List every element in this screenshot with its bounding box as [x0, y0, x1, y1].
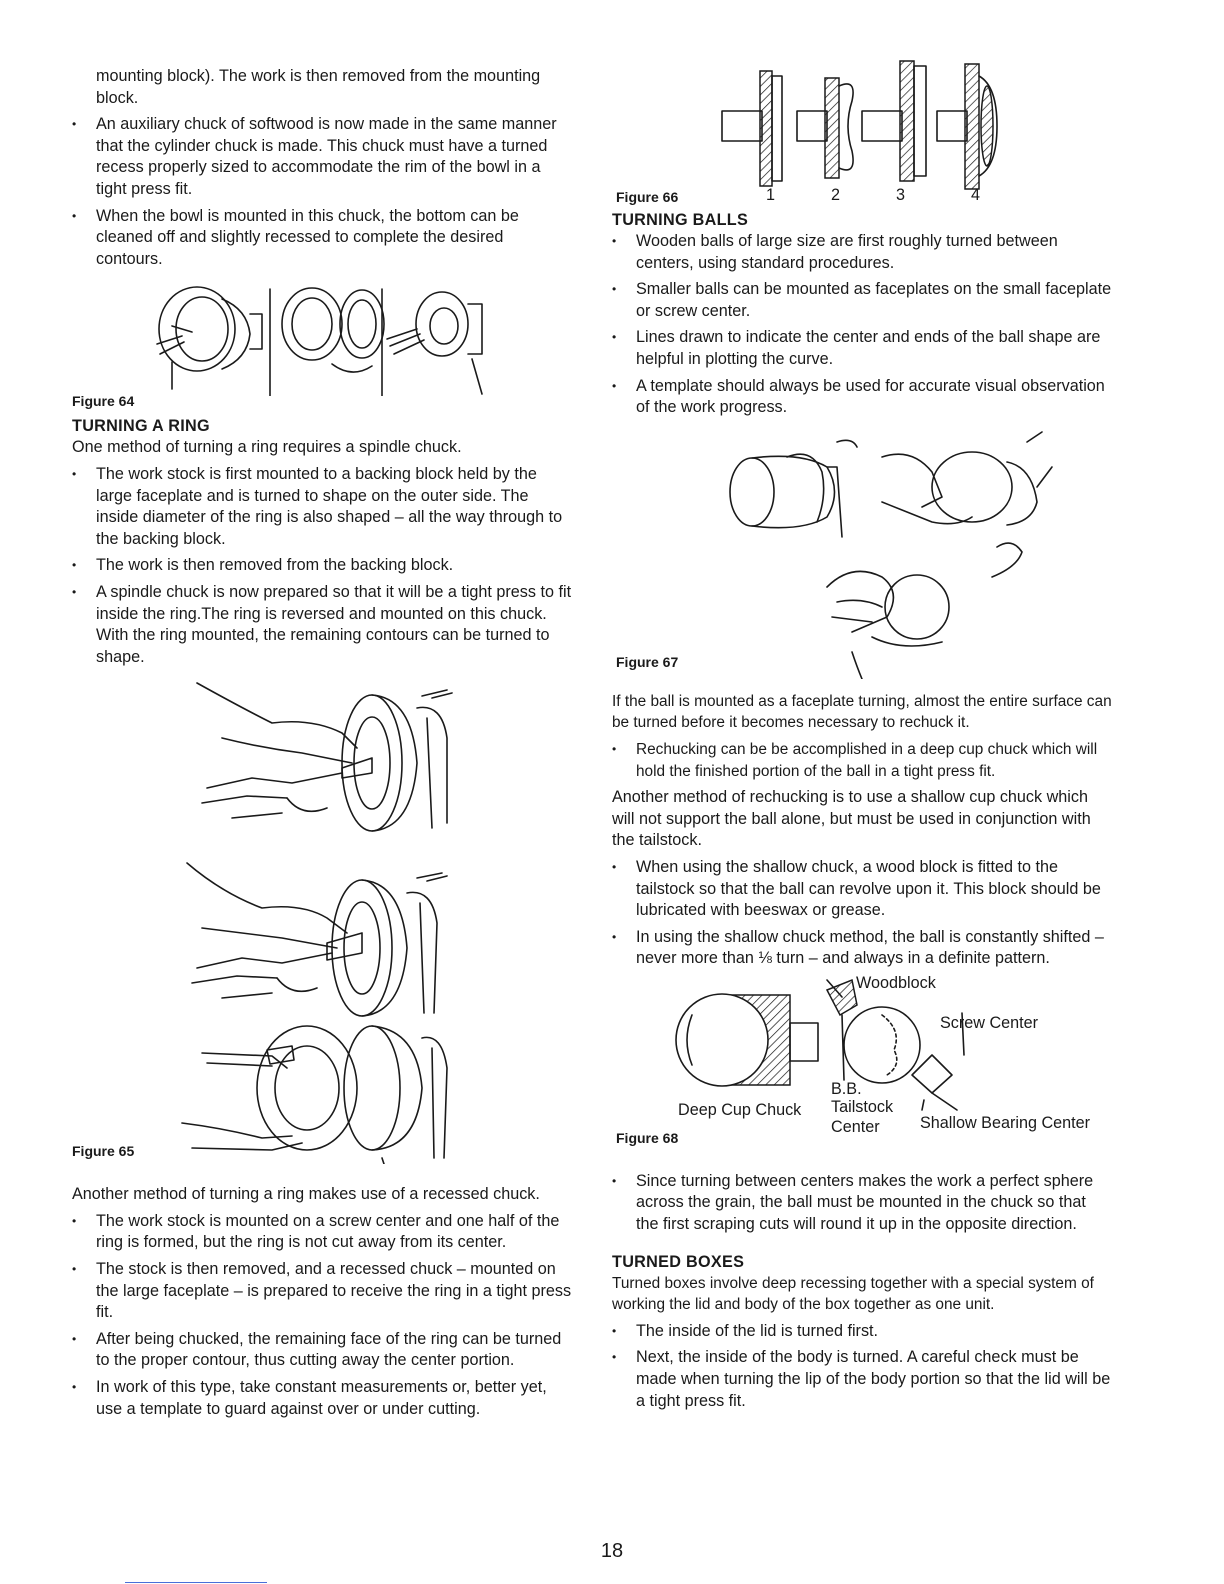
list-item: • Smaller balls can be mounted as faceplates on the small faceplate or screw center. — [612, 279, 1112, 322]
figure-65-illustration — [72, 678, 572, 1164]
figure-68-label-center: Center — [831, 1117, 880, 1136]
list-item: • Since turning between centers makes the work a perfect sphere across the grain, the ball must be mounted in the chuck so that the first scraping cuts will round it up in the opposite direction. — [612, 1171, 1112, 1236]
list-item: • Lines drawn to indicate the center and ends of the ball shape are helpful in plotting the curve. — [612, 327, 1112, 370]
list-item: • A spindle chuck is now prepared so that it will be a tight press to fit inside the ring.The ring is reversed and mounted on this chuck. With the ring mounted, the remaining contours can be turned to shape. — [72, 582, 572, 668]
list-item: • When using the shallow chuck, a wood block is fitted to the tailstock so that the ball can revolve upon it. This block should be lubricated with beeswax or grease. — [612, 857, 1112, 922]
figure-68-label-woodblock: Woodblock — [856, 973, 936, 992]
figure-66-illustration — [612, 56, 1112, 206]
footer-rule — [125, 1582, 267, 1583]
shallow-chuck-paragraph: Another method of rechucking is to use a shallow cup chuck which will not support the ball alone, but must be used in conjunction with the tailstock. — [612, 788, 1091, 850]
section-heading-turned-boxes: TURNED BOXES — [612, 1252, 745, 1271]
figure-68-label-deep-cup-chuck: Deep Cup Chuck — [678, 1100, 802, 1119]
boxes-paragraph: Turned boxes involve deep recessing together with a special system of working the lid and body of the box together as one unit. — [612, 1274, 1094, 1314]
list-item: • Rechucking can be be accomplished in a deep cup chuck which will hold the finished portion of the ball in a tight press fit. — [612, 739, 1112, 782]
list-item: • The work is then removed from the backing block. — [72, 555, 572, 577]
boxes-bullets — [612, 1321, 1112, 1412]
figure-67-caption: Figure 67 — [616, 653, 679, 670]
list-item: • An auxiliary chuck of softwood is now made in the same manner that the cylinder chuck is made. This chuck must have a turned recess properly sized to accommodate the rim of the bowl in a tight press fit. — [72, 114, 572, 200]
figure-68-caption: Figure 68 — [616, 1129, 679, 1146]
figure-67 — [612, 427, 1112, 679]
figure-64 — [72, 284, 572, 396]
figure-66 — [612, 56, 1112, 206]
figure-66-number-1: 1 — [766, 186, 776, 204]
continued-paragraph: mounting block). The work is then removed from the mounting block. — [96, 67, 541, 107]
list-item: • The work stock is mounted on a screw center and one half of the ring is formed, but the ring is not cut away from its center. — [72, 1211, 572, 1254]
figure-66-number-2: 2 — [831, 186, 841, 204]
figure-66-number-3: 3 — [896, 186, 906, 204]
figure-66-number-4: 4 — [971, 186, 981, 204]
figure-64-illustration — [72, 284, 572, 396]
list-item: • A template should always be used for accurate visual observation of the work progress. — [612, 376, 1112, 419]
recessed-chuck-bullets — [72, 1211, 572, 1420]
list-item: • Next, the inside of the body is turned. A careful check must be made when turning the lip of the body portion so that the lid will be a tight press fit. — [612, 1347, 1112, 1412]
list-item: • The stock is then removed, and a recessed chuck – mounted on the large faceplate – is prepared to receive the ring in a tight press fit. — [72, 1259, 572, 1324]
list-item: • The work stock is first mounted to a backing block held by the large faceplate and is turned to shape on the outer side. The inside diameter of the ring is also shaped – all the way through to the backing block. — [72, 464, 572, 550]
rechuck-bullets — [612, 739, 1112, 782]
recessed-chuck-intro: Another method of turning a ring makes use of a recessed chuck. — [72, 1185, 540, 1204]
ring-bullets — [72, 464, 572, 668]
section-heading-turning-a-ring: TURNING A RING — [72, 417, 210, 436]
list-item: • After being chucked, the remaining face of the ring can be turned to the proper contour, thus cutting away the center portion. — [72, 1329, 572, 1372]
list-item: • When the bowl is mounted in this chuck, the bottom can be cleaned off and slightly recessed to complete the desired contours. — [72, 206, 572, 271]
figure-68-label-bb: B.B. — [831, 1079, 862, 1098]
list-item: • Wooden balls of large size are first roughly turned between centers, using standard procedures. — [612, 231, 1112, 274]
list-item: • The inside of the lid is turned first. — [612, 1321, 1112, 1343]
right-column — [612, 66, 1112, 1417]
ring-intro: One method of turning a ring requires a spindle chuck. — [72, 438, 462, 457]
faceplate-paragraph: If the ball is mounted as a faceplate turning, almost the entire surface can be turned before it becomes necessary to rechuck it. — [612, 692, 1112, 732]
shallow-chuck-bullets — [612, 857, 1112, 970]
list-item: • In work of this type, take constant measurements or, better yet, use a template to guard against over or under cutting. — [72, 1377, 572, 1420]
bowl-bullets — [72, 114, 572, 270]
figure-67-illustration — [612, 427, 1112, 679]
balls-bullets — [612, 231, 1112, 419]
left-column — [72, 66, 572, 1425]
figure-66-caption: Figure 66 — [616, 189, 679, 205]
figure-68-label-screw-center: Screw Center — [940, 1013, 1039, 1032]
figure-68-label-tailstock: Tailstock — [831, 1097, 894, 1116]
figure-65-caption: Figure 65 — [72, 1143, 135, 1160]
figure-64-caption: Figure 64 — [72, 393, 135, 410]
figure-68-label-shallow-bearing-center: Shallow Bearing Center — [920, 1113, 1091, 1132]
list-item: • In using the shallow chuck method, the ball is constantly shifted – never more than ⅛ turn – and always in a definite pattern. — [612, 927, 1112, 970]
page-number: 18 — [600, 1540, 624, 1562]
figure-68 — [612, 975, 1112, 1157]
section-heading-turning-balls: TURNING BALLS — [612, 211, 749, 229]
figure-65 — [72, 678, 572, 1164]
sphere-bullets — [612, 1171, 1112, 1236]
